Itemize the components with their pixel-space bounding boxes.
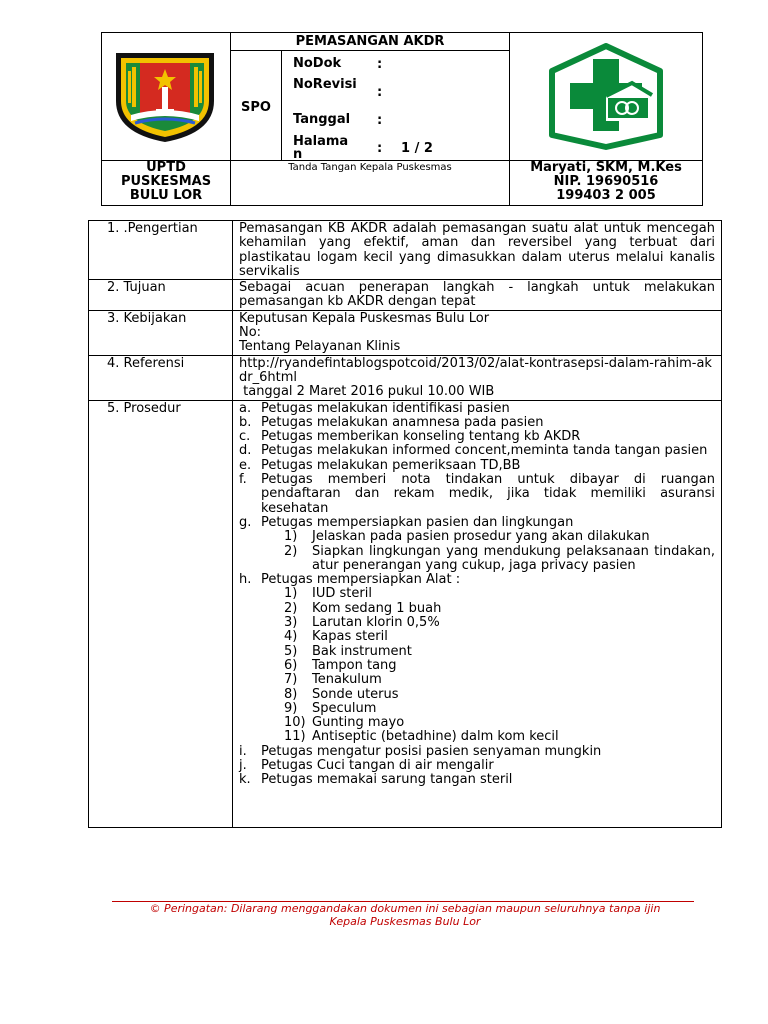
row-tujuan <box>89 280 722 311</box>
halaman-colon: : <box>377 141 383 156</box>
text-referensi <box>233 355 722 400</box>
step-d: d. Petugas melakukan informed concent,meminta tanda tangan pasien <box>239 443 708 459</box>
signature-label: Tanda Tangan Kepala Puskesmas <box>231 161 510 206</box>
document-title: PEMASANGAN AKDR <box>231 33 509 51</box>
label-prosedur: 5. Prosedur <box>89 400 233 827</box>
tool-item: 11) Antiseptic (betadhine) dalm kom kecil <box>284 729 559 745</box>
label-tujuan: 2. Tujuan <box>89 280 233 311</box>
tool-item: 2) Kom sedang 1 buah <box>284 600 442 616</box>
tool-item: 10) Gunting mayo <box>284 715 405 731</box>
prosedur-list <box>233 400 722 827</box>
signer-name: Maryati, SKM, M.Kes <box>530 160 682 175</box>
row-kebijakan <box>89 310 722 355</box>
content-table <box>88 220 722 828</box>
step-k: k. Petugas memakai sarung tangan steril <box>239 772 513 788</box>
row-referensi <box>89 355 722 400</box>
signer-nip-cont: 199403 2 005 <box>556 188 656 203</box>
halaman-value: 1 / 2 <box>401 141 433 156</box>
tool-item: 4) Kapas steril <box>284 629 388 645</box>
nodok-label: NoDok <box>293 56 342 71</box>
row-pengertian <box>89 221 722 280</box>
puskesmas-logo-cell <box>510 33 703 161</box>
tool-item: 1) IUD steril <box>284 586 372 602</box>
step-f: f. Petugas memberi nota tindakan untuk dibayar di ruangan pendaftaran dan rekam medik, jika tidak memiliki asuransi kesehatan <box>239 472 715 516</box>
org-name: UPTD PUSKESMAS BULU LOR <box>102 161 231 206</box>
tool-item: 7) Tenakulum <box>284 672 382 688</box>
halaman-label: Halaman <box>293 134 349 162</box>
tool-item: 9) Speculum <box>284 700 377 716</box>
text-tujuan: Sebagai acuan penerapan langkah - langkah untuk melakukan pemasangan kb AKDR dengan tepat <box>233 280 722 311</box>
title-cell <box>231 33 510 161</box>
puskesmas-logo-icon <box>542 43 670 153</box>
reference-date: tanggal 2 Maret 2016 pukul 10.00 WIB <box>239 384 495 400</box>
tanggal-label: Tanggal <box>293 112 351 127</box>
norevisi-colon: : <box>377 85 383 100</box>
step-j: j. Petugas Cuci tangan di air mengalir <box>239 757 494 773</box>
step-h: h. Petugas mempersiapkan Alat : <box>239 572 461 588</box>
row-prosedur <box>89 400 722 827</box>
reference-url: http://ryandefintablogspotcoid/2013/02/alat-kontrasepsi-dalam-rahim-akdr_6html <box>239 355 712 385</box>
tool-item: 6) Tampon tang <box>284 657 397 673</box>
step-i: i. Petugas mengatur posisi pasien senyaman mungkin <box>239 743 602 759</box>
label-kebijakan: 3. Kebijakan <box>89 310 233 355</box>
step-g-2: 2) Siapkan lingkungan yang mendukung pelaksanaan tindakan, atur penerangan yang cukup, jaga privacy pasien <box>284 543 715 573</box>
norevisi-label: NoRevisi <box>293 77 357 92</box>
label-pengertian: 1. .Pengertian <box>89 221 233 280</box>
tool-item: 3) Larutan klorin 0,5% <box>284 615 440 631</box>
spo-label: SPO <box>241 100 271 115</box>
step-c: c. Petugas memberikan konseling tentang kb AKDR <box>239 429 581 445</box>
nodok-colon: : <box>377 57 383 72</box>
step-a: a. Petugas melakukan identifikasi pasien <box>239 400 510 416</box>
text-kebijakan: Keputusan Kepala Puskesmas Bulu Lor No: Tentang Pelayanan Klinis <box>233 310 722 355</box>
footer-warning: © Peringatan: Dilarang menggandakan dokumen ini sebagian maupun seluruhnya tanpa ijin Kepala Puskesmas Bulu Lor <box>149 902 661 928</box>
tanggal-colon: : <box>377 113 383 128</box>
regional-logo-cell <box>102 33 231 161</box>
tool-item: 8) Sonde uterus <box>284 686 399 702</box>
city-crest-icon <box>113 49 217 145</box>
step-g: g. Petugas mempersiapkan pasien dan lingkungan <box>239 514 574 530</box>
signer-nip: NIP. 19690516 <box>553 174 659 189</box>
tool-item: 5) Bak instrument <box>284 643 412 659</box>
step-b: b. Petugas melakukan anamnesa pada pasien <box>239 414 544 430</box>
step-g-1: 1) Jelaskan pada pasien prosedur yang akan dilakukan <box>284 529 650 545</box>
label-referensi: 4. Referensi <box>89 355 233 400</box>
text-pengertian: Pemasangan KB AKDR adalah pemasangan suatu alat untuk mencegah kehamilan yang efektif, aman dan reversibel yang terbuat dari plastikatau logam kecil yang dimasukkan dalam uterus melalui kanalis servikalis <box>233 221 722 280</box>
signer-block <box>510 161 703 206</box>
header-table <box>101 32 703 206</box>
step-e: e. Petugas melakukan pemeriksaan TD,BB <box>239 457 521 473</box>
